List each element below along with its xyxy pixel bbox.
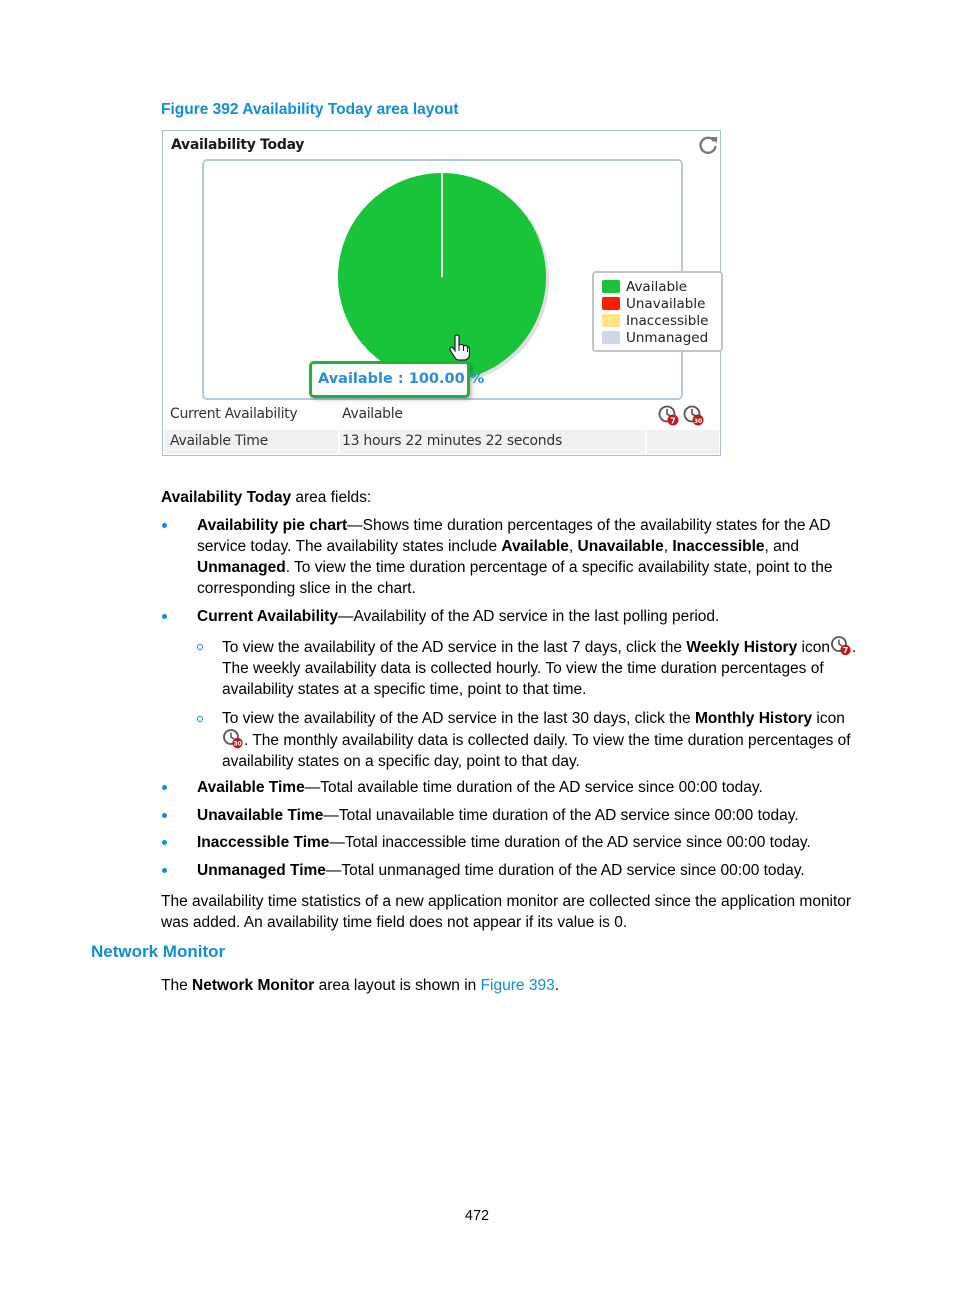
chart-legend [592,271,723,352]
bullet-dot [162,614,167,619]
bullet-term: Current Availability [197,608,338,625]
legend-swatch-available [602,280,620,293]
svg-text:7: 7 [670,416,676,426]
legend-swatch-unmanaged [602,331,620,344]
monthly-history-icon[interactable] [683,405,705,427]
network-monitor-text [161,975,864,996]
bullet-unavailable-time [197,805,865,826]
current-availability-row [164,403,719,427]
network-monitor-term: Network Monitor [192,977,315,994]
legend-label: Inaccessible [626,313,709,329]
monthly-history-icon [222,729,244,749]
hand-cursor-icon [448,334,470,362]
legend-label: Available [626,279,688,295]
current-availability-label: Current Availability [170,406,298,422]
bullet-available-time [197,777,865,798]
nm-text: . [554,977,560,994]
bullet-dot [162,868,167,873]
bullet-text: —Total unmanaged time duration of the AD service since 00:00 today. [325,862,805,879]
chart-frame [202,159,709,400]
bullet-dot [162,523,167,528]
bullet-text: —Total inaccessible time duration of the AD service since 00:00 today. [329,834,811,851]
sub-bullet-weekly-history [222,636,865,700]
bullet-availability-pie-chart [197,515,865,599]
bullet-text: —Shows time duration percentages of the availability states for the AD service today. The availability states include [197,517,831,555]
cell-divider [645,431,647,453]
sub-bullet-monthly-history [222,708,865,772]
refresh-icon[interactable] [697,134,719,156]
available-time-row [164,430,719,454]
sub-bullet-circle [197,716,203,722]
state-available: Available [501,538,569,555]
bullet-current-availability [197,606,865,627]
svg-text:30: 30 [693,417,703,425]
bullet-text: —Availability of the AD service in the last polling period. [337,608,720,625]
bullet-text: —Total unavailable time duration of the AD service since 00:00 today. [323,807,799,824]
legend-label: Unavailable [626,296,706,312]
intro-bold: Availability Today [161,489,292,506]
state-unavailable: Unavailable [577,538,664,555]
state-inaccessible: Inaccessible [672,538,765,555]
section-heading-network-monitor: Network Monitor [91,942,226,961]
figure-393-link[interactable]: Figure 393 [480,977,555,994]
sub-text: icon [812,710,845,727]
bullet-term: Unavailable Time [197,807,324,824]
bullet-term: Available Time [197,779,305,796]
intro-rest: area fields: [291,489,372,506]
legend-swatch-inaccessible [602,314,620,327]
legend-item-inaccessible[interactable] [602,313,708,330]
legend-item-unavailable[interactable] [602,296,705,313]
separator: , [568,538,578,555]
monthly-history-term: Monthly History [694,710,813,727]
sub-text: To view the availability of the AD service in the last 7 days, click the [222,639,687,656]
svg-text:7: 7 [842,646,849,656]
current-availability-value: Available [342,406,403,422]
bullet-text: —Total available time duration of the AD service since 00:00 today. [304,779,763,796]
pie-tooltip: Available : 100.00 % [309,361,470,398]
separator: , [663,538,673,555]
available-time-value: 13 hours 22 minutes 22 seconds [342,433,562,449]
bullet-dot [162,840,167,845]
closing-paragraph: The availability time statistics of a new application monitor are collected since the application monitor was added. An availability time field does not appear if its value is 0. [161,893,852,931]
available-time-label: Available Time [170,433,268,449]
svg-text:30: 30 [233,740,242,748]
cell-divider [338,431,340,453]
bullet-inaccessible-time [197,832,865,853]
bullet-term: Inaccessible Time [197,834,330,851]
figure-caption: Figure 392 Availability Today area layout [161,101,459,118]
legend-swatch-unavailable [602,297,620,310]
weekly-history-term: Weekly History [686,639,798,656]
legend-label: Unmanaged [626,330,709,346]
sub-text: . The monthly availability data is collected daily. To view the time duration percentages of availability states on a specific day, point to that day. [222,732,851,770]
weekly-history-icon [830,636,852,656]
sub-text: To view the availability of the AD service in the last 30 days, click the [222,710,695,727]
legend-item-unmanaged[interactable] [602,330,708,347]
nm-text: area layout is shown in [314,977,481,994]
nm-text: The [161,977,193,994]
sub-bullet-circle [197,644,203,650]
separator: , and [764,538,800,555]
bullet-term: Unmanaged Time [197,862,326,879]
bullet-text: . To view the time duration percentage of a specific availability state, point to the corresponding slice in the chart. [197,559,833,597]
sub-text: icon [797,639,830,656]
legend-item-available[interactable] [602,279,687,296]
weekly-history-icon[interactable] [658,405,680,427]
state-unmanaged: Unmanaged [197,559,286,576]
bullet-term: Availability pie chart [197,517,348,534]
page-number: 472 [464,1208,490,1224]
bullet-dot [162,813,167,818]
sub-text: . The weekly availability data is collected hourly. To view the time duration percentages of availability states at a specific time, point to that time. [222,639,857,698]
intro-text [161,487,864,508]
availability-today-panel [162,130,721,456]
panel-title: Availability Today [171,137,305,153]
bullet-unmanaged-time [197,860,865,881]
bullet-dot [162,785,167,790]
